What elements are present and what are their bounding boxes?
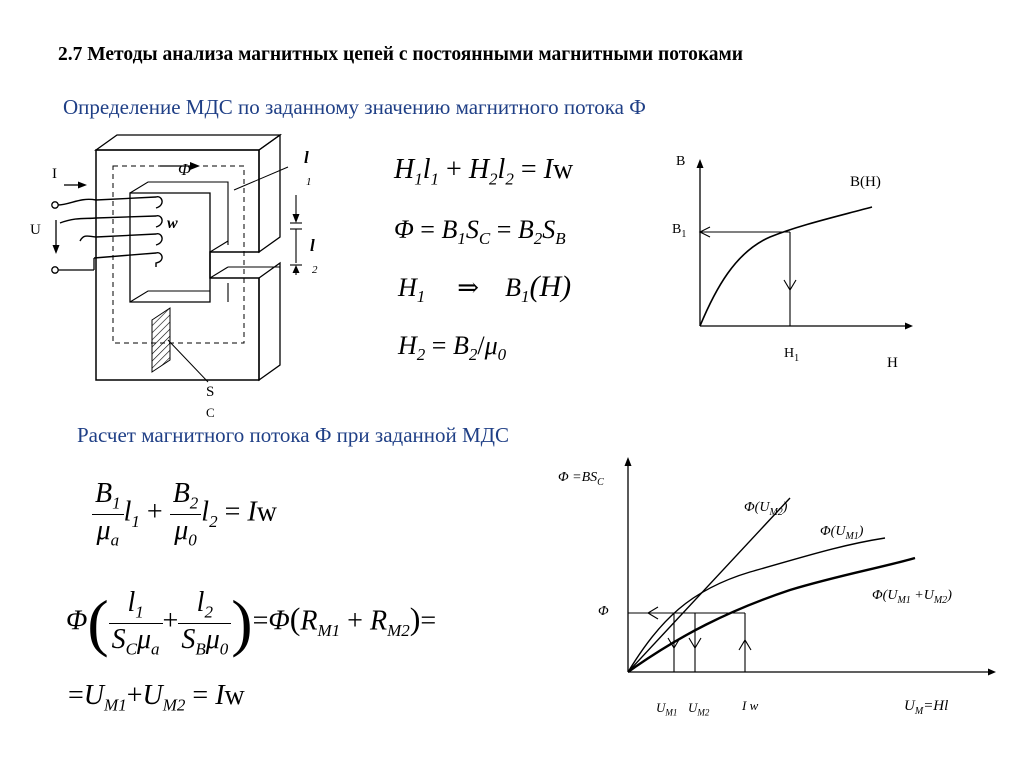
equation-reluctance: Φ( $\frac{l_1}{S_C\mu_a}$ + $\frac{l_2}{S_B\mu_0}$ )$=\Phi(R_{M1} + R_{M2})=$ [66,586,437,659]
chart1-b1-label: $B_1$ [672,222,687,240]
bh-curve-line [700,207,872,326]
chart1-y-label: B [676,154,686,169]
bh-curve-chart [660,140,920,380]
length-dimensions [290,195,302,275]
page-title: 2.7 Методы анализа магнитных цепей с постоянными магнитными потоками [58,44,744,65]
length-label-l1: l [304,148,309,167]
voltage-arrow-icon [53,245,60,254]
length-label-l2-sub: 2 [312,264,318,276]
chart2-um1-label: $U_{M1}$ [656,700,678,718]
window-depth-bottom [130,291,210,302]
terminal-top [52,202,58,208]
coil-winding [56,197,162,267]
flux-mmf-chart [600,450,1000,700]
flux-label: Φ [178,160,191,179]
core-top-face [96,135,280,150]
chart2-phi-label: Φ [598,604,609,619]
terminal-bottom [52,267,58,273]
curve-um2-line [628,498,790,672]
chart2-curve-um1-label: $\Phi(U_{M1})$ [820,524,864,542]
current-arrow-icon [78,182,87,189]
section-heading-flux: Расчет магнитного потока Ф при заданной МДС [77,423,509,447]
chart2-iw-label: I w [742,698,759,713]
chart2-curve-sum-label: $\Phi(U_{M1} +U_{M2})$ [872,588,952,606]
current-label: I [52,166,57,182]
winding-label: w [167,215,178,232]
curve-um1-line [628,538,885,672]
chart2-um2-label: $U_{M2}$ [688,700,710,718]
window-depth-top [130,182,228,245]
flux-arrow-icon [190,162,200,170]
chart1-x-label: H [887,355,898,371]
chart2-x-label: $U_M=Hl$ [904,698,949,717]
length-label-l1-sub: 1 [306,176,312,188]
length-label-l2: l [310,236,315,255]
section-label-sub: C [206,405,215,420]
core-window [130,193,210,302]
equation-flux-mmf: $\frac{B_1}{\mu_a}$ $l_1$ + $\frac{B_2}{\mu_0}$ $l_2 = Iw$ [92,478,277,550]
voltage-label: U [30,222,41,238]
chart1-h1-label: $H_1$ [784,346,800,364]
equation-flux: $\Phi = B_1S_C = B_2S_B$ [394,215,566,249]
core-right-face-upper [259,135,280,252]
equation-h2: $H_2 = B_2/\mu_0$ [398,331,507,365]
section-heading-mmf: Определение МДС по заданному значению магнитного потока Ф [63,95,646,119]
equation-mmf-drops: $=U_{M1}+U_{M2} = Iw$ [68,680,245,715]
equation-mmf-sum: $H_1l_1 + H_2l_2 = Iw$ [394,154,574,189]
core-right-face-lower [259,263,280,380]
chart2-y-label: $\Phi =BS_C$ [558,470,604,488]
chart1-curve-label: B(H) [850,174,881,190]
curve-sum-line [628,558,915,672]
chart2-curve-um2-label: $\Phi(U_{M2})$ [744,500,788,518]
equation-h1-to-b1: $H_1$ ⇒ $B_1(H)$ [398,270,572,307]
cross-section-hatch [152,308,170,372]
core-outer-contour [96,150,259,380]
section-label: S [206,384,215,400]
